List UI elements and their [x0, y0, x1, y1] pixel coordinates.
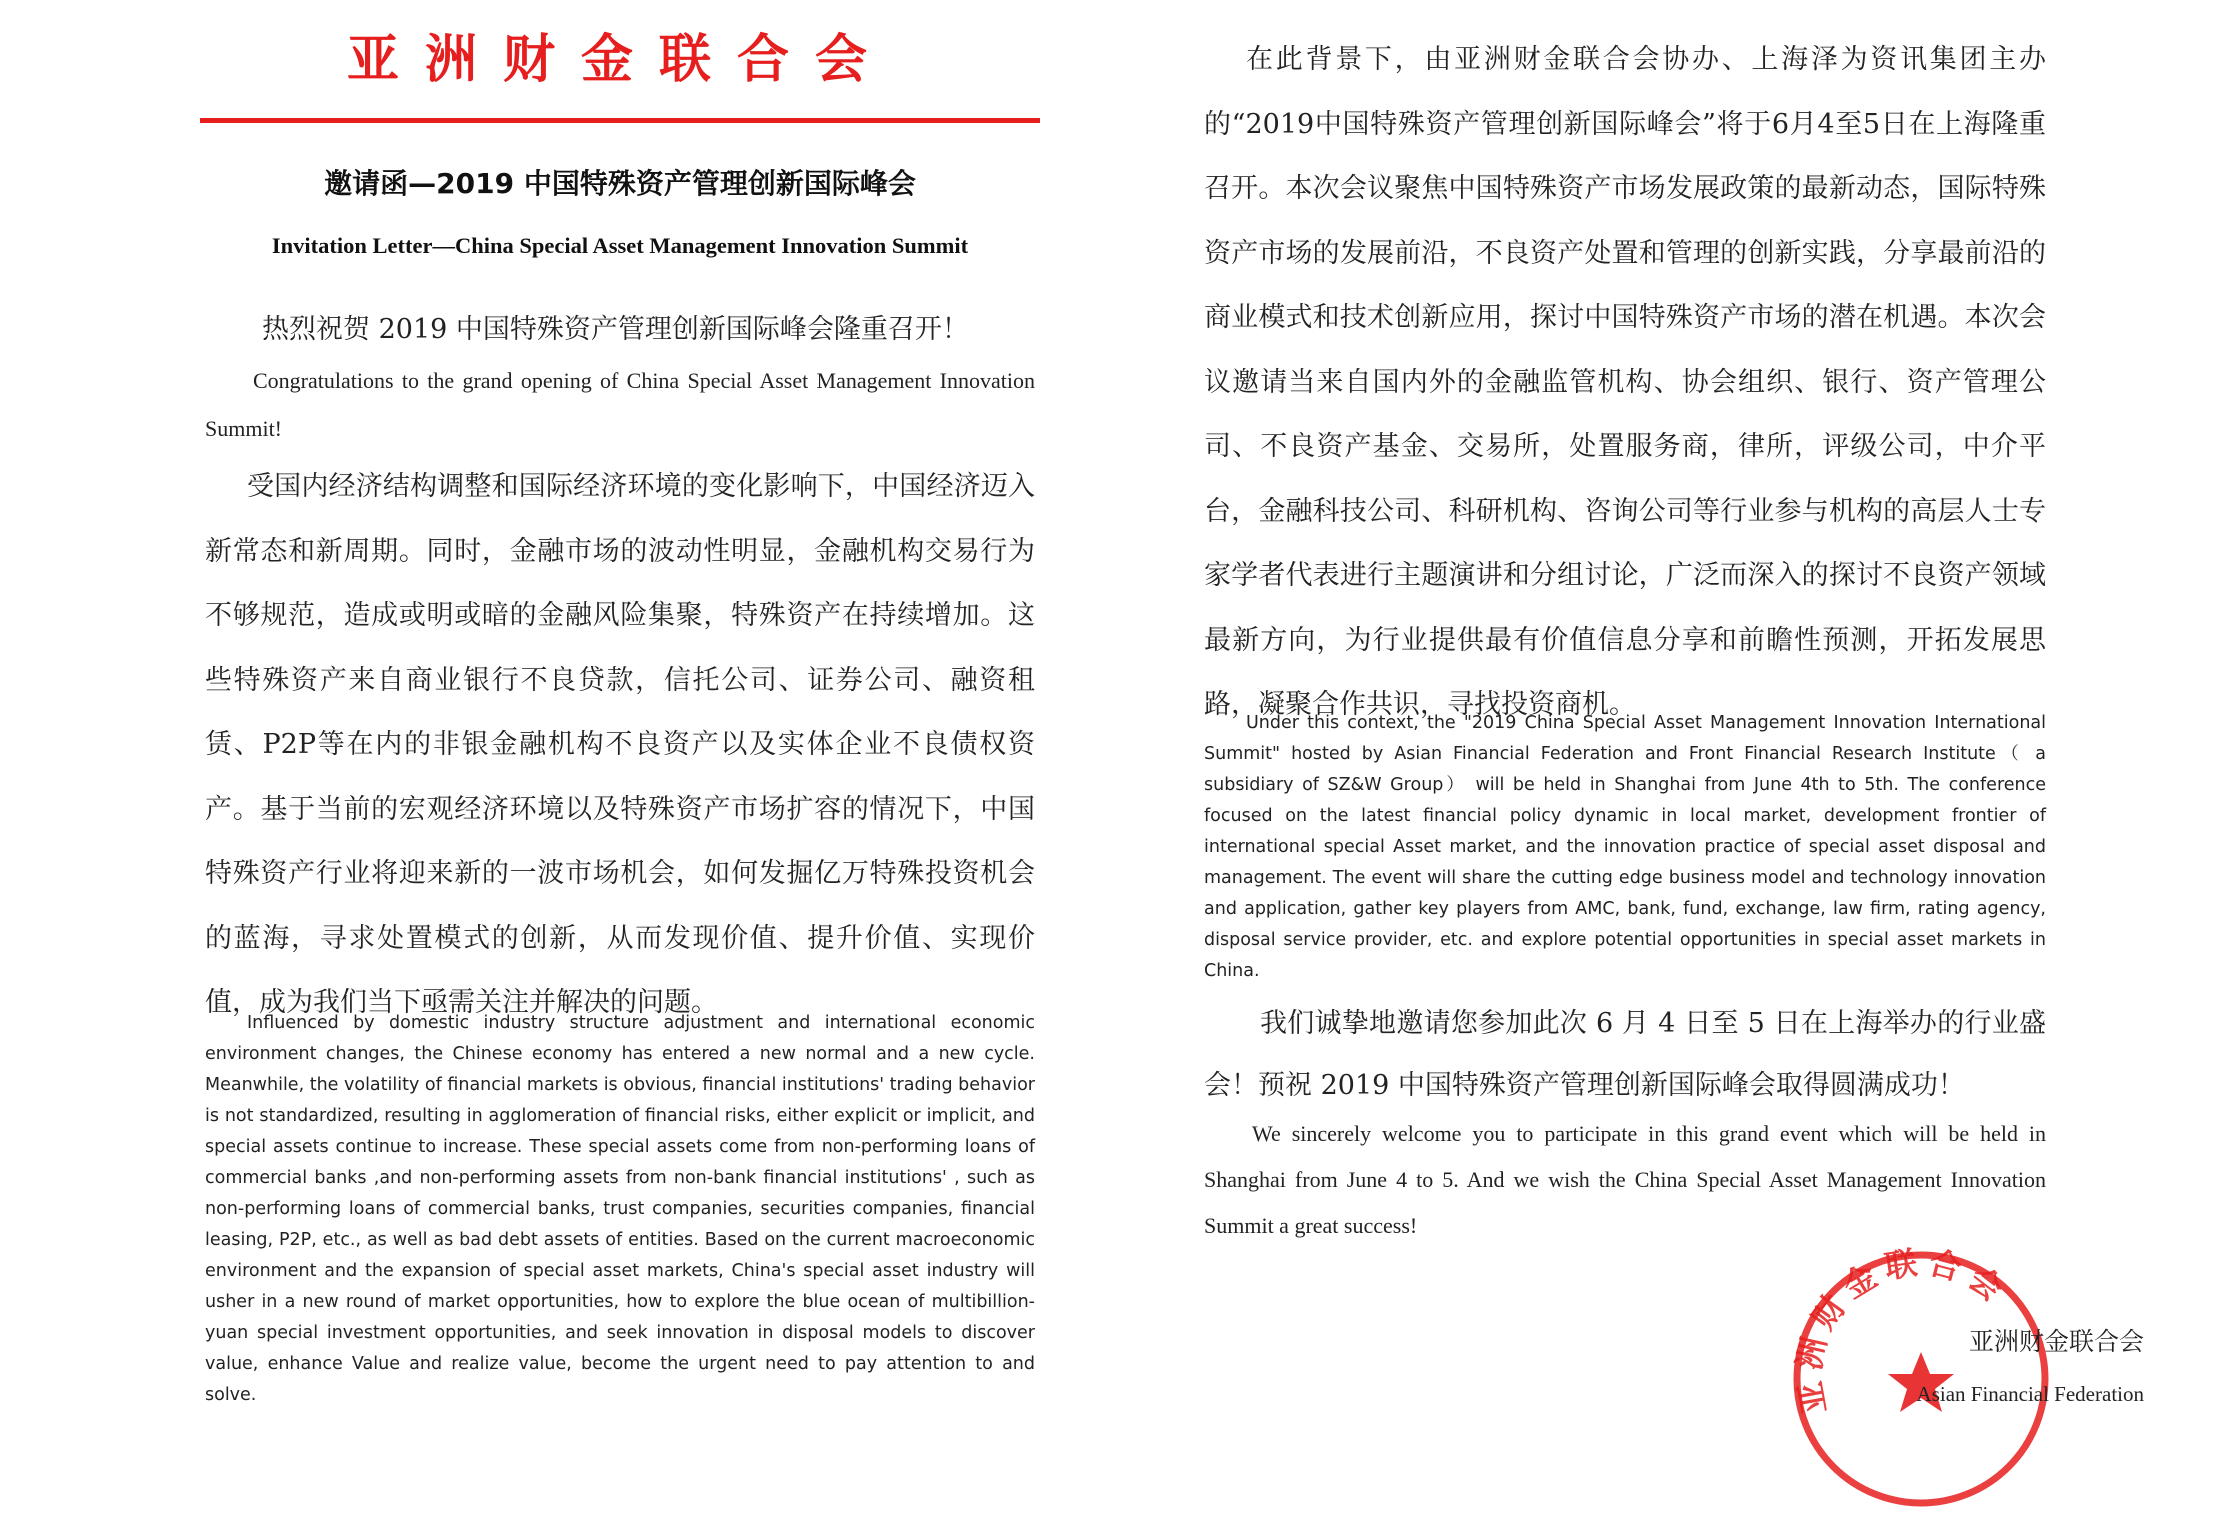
- paragraph-1-english: Influenced by domestic industry structure adjustment and international economic environment changes, the Chinese economy has entered a new normal and a new cycle. Meanwhile, the volatility of financial markets is obvious, financial institutions' trading behavior is not standardized, resulting in agglomeration of financial risks, either explicit or implicit, and special assets continue to increase. These special assets come from non-performing loans of commercial banks ,and non-performing assets from non-bank financial institutions' , such as non-performing loans of commercial banks, trust companies, securities companies, financial leasing, P2P, etc., as well as bad debt assets of entities. Based on the current macroeconomic environment and the expansion of special asset markets, China's special asset industry will usher in a new round of market opportunities, how to explore the blue ocean of multibillion-yuan special investment opportunities, and seek innovation in disposal models to discover value, enhance Value and realize value, become the urgent need to pay attention to and solve.: [205, 1013, 1035, 1405]
- greeting-chinese: 热烈祝贺 2019 中国特殊资产管理创新国际峰会隆重召开！: [262, 314, 969, 345]
- paragraph-2-english: Under this context, the "2019 China Special Asset Management Innovation International Summit" hosted by Asian Financial Federation and Front Financial Research Institute（ a subsidiary of SZ&W Group） will be held in Shanghai from June 4th to 5th. The conference focused on the latest financial policy dynamic in local market, development frontier of international special Asset market, and the innovation practice of special asset disposal and management. The event will share the cutting edge business model and technology innovation and application, gather key players from AMC, bank, fund, exchange, law firm, rating agency, disposal service provider, etc. and explore potential opportunities in special asset markets in China.: [1204, 713, 2046, 981]
- invitation-english: We sincerely welcome you to participate in this grand event which will be held in Shanghai from June 4 to 5. And we wish the China Special Asset Management Innovation Summit a great success!: [1204, 1121, 2046, 1238]
- org-name-header: 亚洲财金联合会: [346, 30, 893, 90]
- red-seal-stamp: [1786, 1244, 2056, 1486]
- right-page: [1108, 0, 2216, 1486]
- seal-text: 亚洲财金联合会: [1789, 1244, 2017, 1417]
- signature-english: Asian Financial Federation: [1916, 1382, 2144, 1406]
- title-english: Invitation Letter—China Special Asset Management Innovation Summit: [271, 233, 969, 258]
- header-divider: [200, 118, 1040, 123]
- title-chinese: 邀请函—2019 中国特殊资产管理创新国际峰会: [324, 167, 916, 200]
- paragraph-2-chinese: 在此背景下，由亚洲财金联合会协办、上海泽为资讯集团主办的“2019中国特殊资产管理创新国际峰会”将于6月4至5日在上海隆重召开。本次会议聚焦中国特殊资产市场发展政策的最新动态，国际特殊资产市场的发展前沿，不良资产处置和管理的创新实践，分享最前沿的商业模式和技术创新应用，探讨中国特殊资产市场的潜在机遇。本次会议邀请当来自国内外的金融监管机构、协会组织、银行、资产管理公司、不良资产基金、交易所，处置服务商，律所，评级公司，中介平台，金融科技公司、科研机构、咨询公司等行业参与机构的高层人士专家学者代表进行主题演讲和分组讨论，广泛而深入的探讨不良资产领域最新方向，为行业提供最有价值信息分享和前瞻性预测，开拓发展思路，凝聚合作共识，寻找投资商机。: [1204, 44, 2046, 720]
- invitation-chinese: 我们诚挚地邀请您参加此次 6 月 4 日至 5 日在上海举办的行业盛会！预祝 2019 中国特殊资产管理创新国际峰会取得圆满成功！: [1204, 1008, 2046, 1101]
- paragraph-1-chinese: 受国内经济结构调整和国际经济环境的变化影响下，中国经济迈入新常态和新周期。同时，金融市场的波动性明显，金融机构交易行为不够规范，造成或明或暗的金融风险集聚，特殊资产在持续增加。这些特殊资产来自商业银行不良贷款，信托公司、证券公司、融资租赁、P2P等在内的非银金融机构不良资产以及实体企业不良债权资产。基于当前的宏观经济环境以及特殊资产市场扩容的情况下，中国特殊资产行业将迎来新的一波市场机会，如何发掘亿万特殊投资机会的蓝海，寻求处置模式的创新，从而发现价值、提升价值、实现价值，成为我们当下亟需关注并解决的问题。: [205, 471, 1035, 1018]
- left-page: [0, 0, 1108, 1486]
- signature-chinese: 亚洲财金联合会: [1968, 1327, 2144, 1356]
- greeting-english: Congratulations to the grand opening of China Special Asset Management Innovation Summit!: [205, 368, 1035, 441]
